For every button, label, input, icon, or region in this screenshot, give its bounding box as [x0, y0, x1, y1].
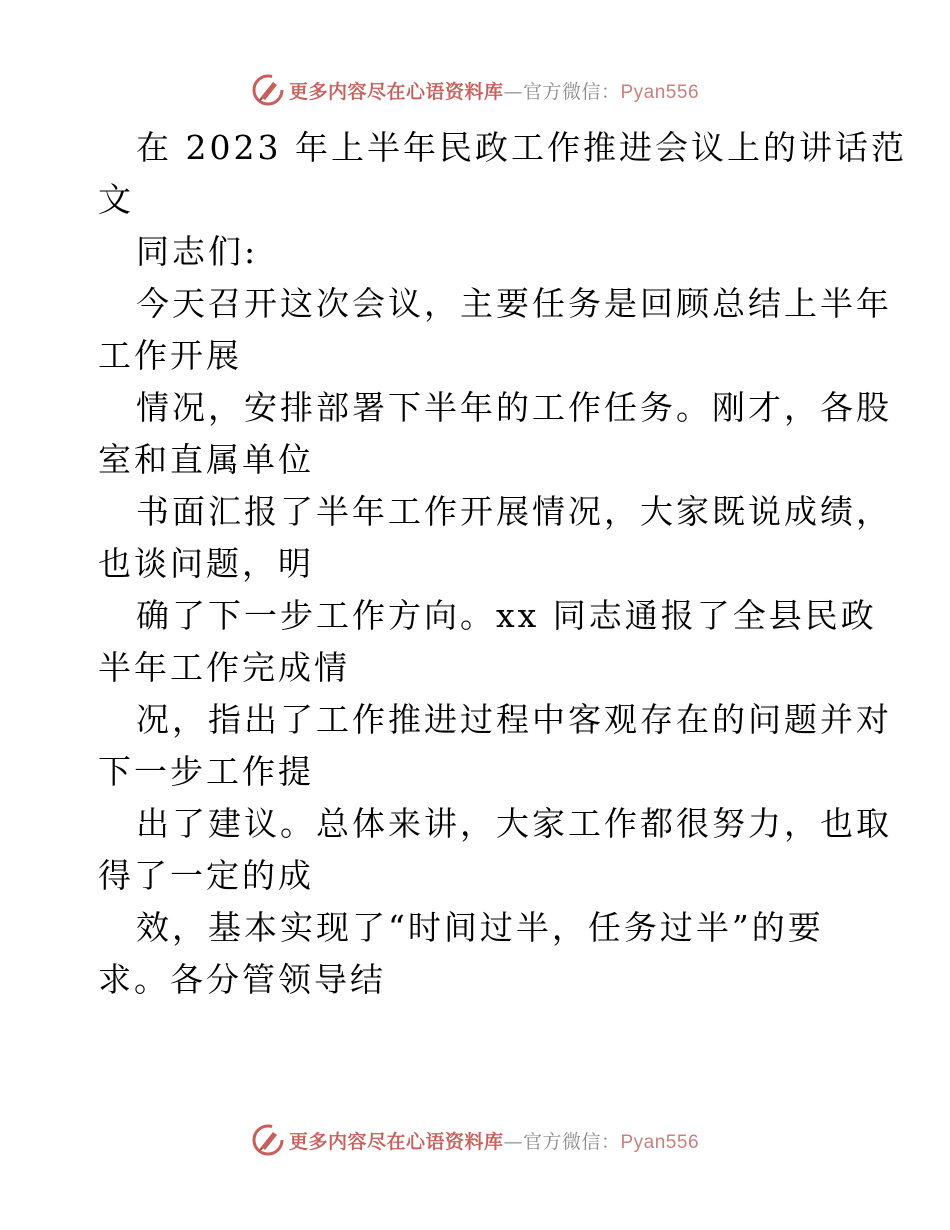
watermark-brand: 更多内容尽在心语资料库	[288, 80, 504, 103]
watermark-wechat-label: 官方微信：	[522, 80, 621, 103]
text-line: 求。各分管领导结	[98, 960, 386, 999]
text-line: 室和直属单位	[98, 440, 314, 479]
fountain-pen-logo-icon	[251, 73, 285, 107]
text-line: 情况，安排部署下半年的工作任务。刚才，各股	[136, 388, 892, 427]
footer-watermark	[0, 1120, 950, 1160]
text-line: 也谈问题，明	[98, 544, 314, 583]
watermark-text	[289, 1127, 699, 1154]
watermark-wechat-id: Pyan556	[620, 81, 700, 103]
text-line: 效，基本实现了“时间过半，任务过半”的要	[136, 908, 824, 947]
text-line: 况，指出了工作推进过程中客观存在的问题并对	[136, 700, 892, 739]
text-line: 得了一定的成	[98, 856, 314, 895]
watermark-inner	[251, 1123, 699, 1157]
text-line: 半年工作完成情	[98, 648, 350, 687]
text-line: 书面汇报了半年工作开展情况，大家既说成绩，	[136, 492, 892, 531]
text-line: 在 2023 年上半年民政工作推进会议上的讲话范	[136, 128, 907, 167]
text-line: 下一步工作提	[98, 752, 314, 791]
header-watermark	[0, 70, 950, 110]
fountain-pen-logo-icon	[251, 1123, 285, 1157]
text-line: 工作开展	[98, 336, 242, 375]
text-line: 今天召开这次会议，主要任务是回顾总结上半年	[136, 284, 892, 323]
text-line: 文	[98, 180, 134, 219]
watermark-wechat-id: Pyan556	[620, 1131, 700, 1153]
watermark-text	[289, 77, 699, 104]
document-body	[98, 122, 907, 1006]
watermark-brand: 更多内容尽在心语资料库	[288, 1130, 504, 1153]
text-line: 确了下一步工作方向。xx 同志通报了全县民政	[136, 596, 877, 635]
watermark-inner	[251, 73, 699, 107]
watermark-separator: —	[503, 1130, 523, 1153]
watermark-wechat-label: 官方微信：	[522, 1130, 621, 1153]
text-line: 同志们:	[136, 232, 259, 271]
text-line: 出了建议。总体来讲，大家工作都很努力，也取	[136, 804, 892, 843]
watermark-separator: —	[503, 80, 523, 103]
